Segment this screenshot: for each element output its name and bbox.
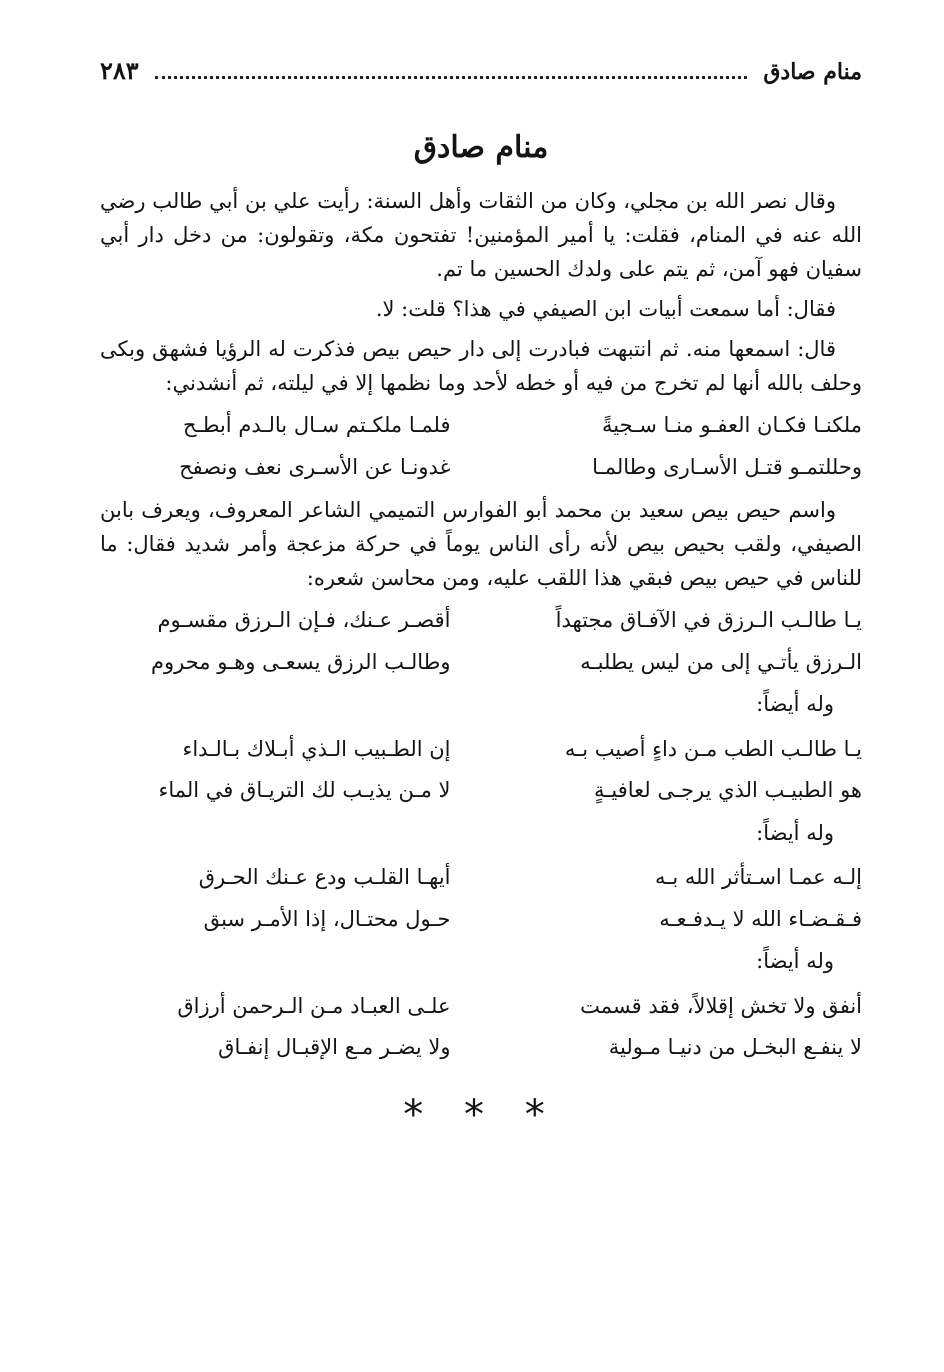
also-label: وله أيضاً: [756,820,834,845]
verse [100,452,862,484]
section-end-asterisks: * * * [403,1091,559,1138]
verse-second-hemistich: فلمـا ملكـتم سـال بالـدم أبطـح [183,413,451,438]
paragraph-2: فقال: أما سمعت أبيات ابن الصيفي في هذا؟ قلت: لا. [375,297,836,322]
poem-1 [100,410,862,483]
paragraph-4: واسم حيص بيص سعيد بن محمد أبو الفوارس التميمي الشاعر المعروف، ويعرف بابن الصيفي، ولقب بحيص بيص لأنه رأى الناس يوماً في حركة مزعجة وأمر شديد فقال: ما للناس في حيص بيص فبقي هذا اللقب عليه، ومن محاسن شعره: [100,498,862,591]
verse-second-hemistich: لا مـن يذيـب لك التريـاق في الماء [158,778,451,803]
verse [100,1032,862,1064]
verse-first-hemistich: الـرزق يأتـي إلى من ليس يطلبـه [580,649,862,674]
chapter-title: منام صادق [413,130,549,165]
verse [100,904,862,936]
verse-first-hemistich: أنفق ولا تخش إقلالاً، فقد قسمت [580,993,862,1018]
verse-first-hemistich: يـا طالـب الطب مـن داءٍ أصيب بـه [564,736,862,761]
verse-second-hemistich: أيهـا القلـب ودع عـنك الحـرق [198,865,451,890]
running-header [100,56,862,96]
verse-second-hemistich: علـى العبـاد مـن الـرحمن أرزاق [177,993,451,1018]
verse [100,991,862,1023]
verse-second-hemistich: أقصـر عـنك، فـإن الـرزق مقسـوم [157,608,451,633]
verse [100,862,862,894]
verse [100,775,862,807]
also-label: وله أيضاً: [756,949,834,974]
verse [100,605,862,637]
verse-first-hemistich: فـقـضـاء الله لا يـدفـعـه [659,906,862,931]
verse [100,647,862,679]
poem-4 [100,862,862,935]
leader-dots [155,62,748,79]
poem-3 [100,734,862,807]
poem-2 [100,605,862,678]
verse-first-hemistich: إلـه عمـا اسـتأثر الله بـه [654,865,862,890]
verse [100,410,862,442]
verse-first-hemistich: لا ينفـع البخـل من دنيـا مـولية [608,1035,862,1060]
verse-first-hemistich: وحللتمـو قتـل الأسـارى وطالمـا [592,454,862,479]
verse-first-hemistich: هو الطبيـب الذي يرجـى لعافيـةٍ [593,778,862,803]
verse-second-hemistich: وطالـب الرزق يسعـى وهـو محروم [151,649,451,674]
verse-second-hemistich: إن الطـبيب الـذي أبـلاك بـالـداء [182,736,451,761]
page-number: ٢٨٣ [100,56,139,85]
paragraph-1: وقال نصر الله بن مجلي، وكان من الثقات وأهل السنة: رأيت علي بن أبي طالب رضي الله عنه في المنام، فقلت: يا أمير المؤمنين! تفتحون مكة، وتقولون: من دخل دار أبي سفيان فهو آمن، ثم يتم على ولدك الحسين ما تم. [100,189,862,282]
paragraph-3: قال: اسمعها منه. ثم انتبهت فبادرت إلى دار حيص بيص فذكرت له الرؤيا فشهق وبكى وحلف بالله أنها لم تخرج من فيه أو خطه لأحد وما نظمها إلا في ليلته، ثم أنشدني: [100,337,862,396]
verse [100,734,862,766]
verse-first-hemistich: يـا طالـب الـرزق في الآفـاق مجتهداً [555,608,862,633]
verse-second-hemistich: غدونـا عن الأسـرى نعف ونصفح [179,454,451,479]
poem-5 [100,991,862,1064]
verse-second-hemistich: ولا يضـر مـع الإقبـال إنفـاق [218,1035,451,1060]
verse-second-hemistich: حـول محتـال، إذا الأمـر سبق [203,906,451,931]
also-label: وله أيضاً: [756,692,834,717]
book-page [100,56,862,1332]
verse-first-hemistich: ملكنـا فكـان العفـو منـا سـجيةً [601,413,862,438]
running-header-title: منام صادق [763,59,862,85]
